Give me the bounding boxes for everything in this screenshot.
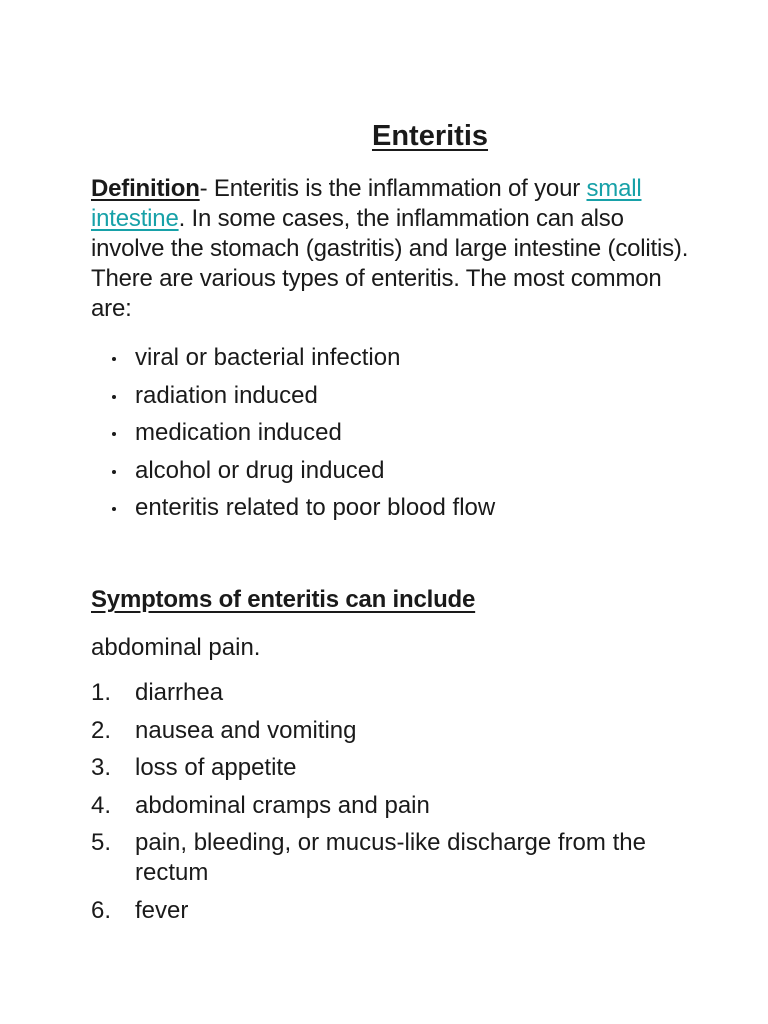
- list-item-text: viral or bacterial infection: [135, 344, 401, 371]
- list-item-text: enteritis related to poor blood flow: [135, 494, 496, 521]
- list-item-text: pain, bleeding, or mucus-like discharge from the rectum: [135, 829, 646, 886]
- definition-text-before-link: - Enteritis is the inflammation of your: [199, 175, 587, 202]
- list-item-text: alcohol or drug induced: [135, 456, 385, 484]
- list-item: [91, 791, 691, 821]
- bullet-icon: [112, 507, 116, 511]
- definition-paragraph: [91, 174, 691, 324]
- list-number: 5.: [91, 829, 112, 856]
- list-item-text: radiation induced: [135, 381, 318, 409]
- list-item-text: fever: [135, 896, 189, 924]
- list-item: [91, 378, 495, 416]
- list-number: 6.: [91, 896, 112, 924]
- list-item: [91, 753, 691, 783]
- list-number: 2.: [91, 716, 112, 744]
- list-item: [91, 490, 495, 528]
- page-title: Enteritis: [371, 120, 489, 152]
- list-item: [91, 828, 691, 888]
- list-item: [91, 340, 495, 378]
- list-item: [91, 716, 691, 746]
- bullet-icon: [112, 357, 116, 361]
- bullet-icon: [112, 432, 116, 436]
- list-item-text: medication induced: [135, 419, 342, 446]
- list-item-text: diarrhea: [135, 679, 224, 706]
- bullet-icon: [112, 470, 116, 474]
- list-item-text: loss of appetite: [135, 754, 297, 781]
- enteritis-types-list: [91, 340, 495, 528]
- list-item-text: nausea and vomiting: [135, 716, 357, 744]
- list-item: [91, 415, 495, 453]
- list-item: [91, 453, 495, 491]
- symptoms-heading: Symptoms of enteritis can include: [91, 586, 476, 613]
- symptoms-intro: abdominal pain.: [91, 634, 261, 661]
- symptoms-list: [91, 678, 691, 933]
- bullet-icon: [112, 395, 116, 399]
- list-item: [91, 678, 691, 708]
- list-number: 1.: [91, 679, 112, 706]
- list-item-text: abdominal cramps and pain: [135, 791, 430, 819]
- list-number: 4.: [91, 791, 112, 819]
- list-number: 3.: [91, 754, 112, 781]
- list-item: [91, 896, 691, 926]
- small-intestine-link[interactable]: small intestine: [91, 175, 642, 232]
- definition-text-after-link: . In some cases, the inflammation can also involve the stomach (gastritis) and large intestine (colitis). There are various types of enteritis. The most common are:: [91, 205, 689, 322]
- definition-term: Definition: [91, 175, 200, 202]
